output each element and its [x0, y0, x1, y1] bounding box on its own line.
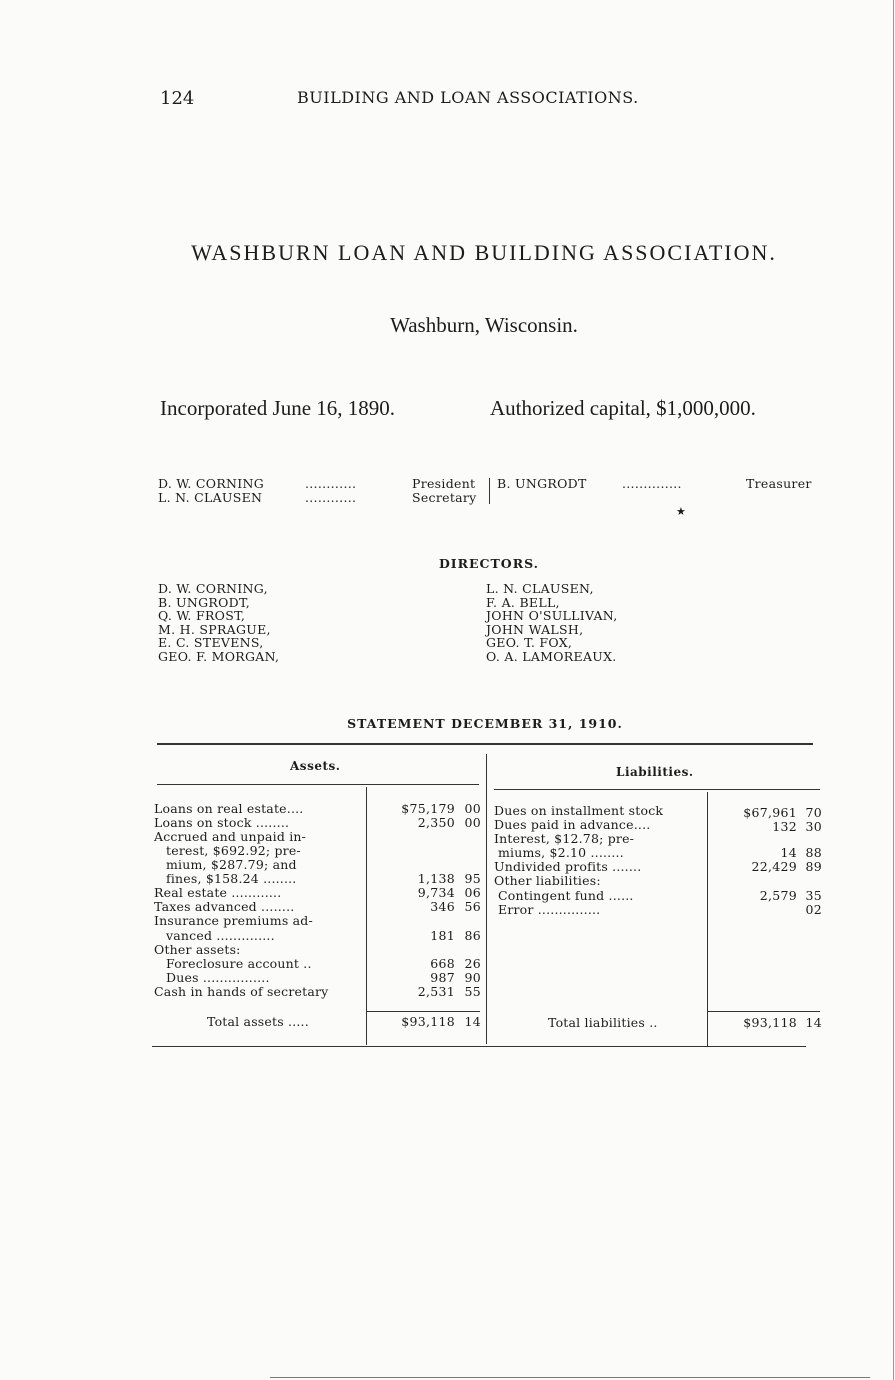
asset-label: Accrued and unpaid in-	[154, 829, 307, 844]
asset-label: Other assets:	[154, 942, 241, 957]
director-name: JOHN O'SULLIVAN,	[486, 608, 618, 623]
asset-dollars: 2,350	[417, 815, 455, 830]
officer-leader-dots: ............	[305, 476, 357, 491]
asset-dollars: 181	[430, 928, 455, 943]
incorporation-date: Incorporated June 16, 1890.	[160, 396, 396, 420]
asset-cents: 00	[464, 815, 481, 830]
director-name: L. N. CLAUSEN,	[486, 581, 594, 596]
asset-label: Taxes advanced ........	[154, 899, 295, 914]
center-divider	[486, 754, 487, 1044]
association-title: WASHBURN LOAN AND BUILDING ASSOCIATION.	[191, 240, 777, 265]
director-name: M. H. SPRAGUE,	[158, 621, 271, 637]
total-assets-label: Total assets .....	[207, 1014, 309, 1029]
liabilities-amount-divider	[707, 792, 708, 1046]
asset-cents: 26	[464, 956, 481, 971]
liability-dollars: 132	[772, 819, 797, 834]
asset-dollars: 2,531	[417, 984, 455, 999]
asset-cents: 86	[464, 928, 481, 943]
liability-label: Interest, $12.78; pre-	[494, 831, 635, 846]
liability-cents: 88	[805, 845, 822, 860]
statement-heading: STATEMENT DECEMBER 31, 1910.	[347, 716, 623, 731]
liability-cents: 70	[805, 805, 822, 820]
page-bottom-edge	[270, 1377, 870, 1378]
total-liabilities-label: Total liabilities ..	[548, 1015, 658, 1030]
asset-cents: 06	[464, 885, 481, 900]
total-assets-cents: 14	[464, 1014, 481, 1029]
assets-heading: Assets.	[290, 759, 341, 773]
liability-dollars: $67,961	[743, 805, 797, 820]
liability-label: Dues on installment stock	[494, 803, 664, 818]
liability-dollars: 2,579	[759, 888, 797, 903]
officer-title: President	[412, 476, 476, 491]
total-liabilities-cents: 14	[805, 1015, 822, 1030]
asset-label: Cash in hands of secretary	[154, 984, 329, 999]
officer-leader-dots: ..............	[622, 476, 682, 491]
liability-dollars: 22,429	[751, 859, 797, 874]
assets-total-rule	[367, 1011, 480, 1012]
directors-right-column	[486, 582, 618, 663]
liability-cents: 89	[805, 859, 822, 874]
officer-name: D. W. CORNING	[158, 476, 265, 491]
directors-heading: DIRECTORS.	[438, 556, 540, 571]
director-name: GEO. F. MORGAN,	[158, 648, 280, 664]
assets-amount-divider	[366, 787, 367, 1045]
director-name: GEO. T. FOX,	[486, 635, 573, 650]
liability-label: miums, $2.10 ........	[498, 845, 624, 860]
director-name: F. A. BELL,	[486, 594, 560, 610]
asset-dollars: $75,179	[401, 801, 455, 816]
asset-label: fines, $158.24 ........	[166, 871, 297, 886]
asset-label: terest, $692.92; pre-	[166, 843, 301, 858]
officer-name: B. UNGRODT	[497, 476, 587, 491]
asset-cents: 00	[464, 801, 481, 816]
asset-label: Real estate ............	[154, 885, 282, 900]
asset-cents: 90	[464, 970, 481, 985]
officer-title: Secretary	[412, 490, 477, 505]
director-name: D. W. CORNING,	[158, 581, 268, 596]
asset-label: Loans on real estate....	[154, 801, 304, 816]
asset-label: vanced ..............	[166, 928, 275, 943]
asset-dollars: 987	[430, 970, 455, 985]
officer-leader-dots: ............	[305, 490, 357, 505]
table-bottom-rule	[152, 1046, 806, 1047]
asset-dollars: 1,138	[417, 871, 455, 886]
liabilities-heading: Liabilities.	[616, 765, 694, 779]
liability-label: Contingent fund ......	[498, 888, 634, 903]
officer-name: L. N. CLAUSEN	[158, 490, 263, 505]
officer-title: Treasurer	[746, 476, 812, 491]
liability-cents: 35	[805, 888, 822, 903]
star-mark: ★	[676, 505, 686, 518]
liabilities-total-rule	[708, 1011, 820, 1012]
association-location: Washburn, Wisconsin.	[390, 313, 578, 337]
asset-cents: 95	[464, 871, 481, 886]
asset-dollars: 668	[430, 956, 455, 971]
director-name: B. UNGRODT,	[158, 594, 251, 610]
asset-label: Loans on stock ........	[154, 815, 290, 830]
liability-cents: 02	[805, 902, 822, 917]
director-name: Q. W. FROST,	[158, 608, 246, 623]
liability-dollars: 14	[780, 845, 797, 860]
asset-label: Insurance premiums ad-	[154, 913, 313, 928]
directors-left-column	[158, 582, 279, 663]
total-assets-dollars: $93,118	[401, 1014, 455, 1029]
liability-label: Error ...............	[498, 902, 601, 917]
asset-cents: 55	[464, 984, 481, 999]
assets-head-rule	[157, 784, 479, 785]
table-top-rule	[157, 743, 813, 745]
liabilities-head-rule	[494, 789, 820, 790]
liability-label: Undivided profits .......	[494, 859, 642, 874]
director-name: O. A. LAMOREAUX.	[486, 648, 617, 664]
liability-cents: 30	[805, 819, 822, 834]
asset-label: Dues ................	[166, 970, 270, 985]
asset-label: Foreclosure account ..	[166, 956, 312, 971]
director-name: JOHN WALSH,	[486, 621, 584, 637]
total-liabilities-dollars: $93,118	[743, 1015, 797, 1030]
asset-dollars: 9,734	[417, 885, 455, 900]
liability-label: Dues paid in advance....	[494, 817, 651, 832]
asset-dollars: 346	[430, 899, 455, 914]
running-head: BUILDING AND LOAN ASSOCIATIONS.	[297, 88, 639, 107]
page-edge	[893, 0, 894, 1380]
liability-label: Other liabilities:	[494, 873, 601, 888]
asset-cents: 56	[464, 899, 481, 914]
director-name: E. C. STEVENS,	[158, 635, 264, 650]
page-number: 124	[160, 88, 195, 109]
authorized-capital: Authorized capital, $1,000,000.	[490, 396, 756, 420]
officer-divider	[489, 478, 490, 504]
asset-label: mium, $287.79; and	[166, 857, 297, 872]
